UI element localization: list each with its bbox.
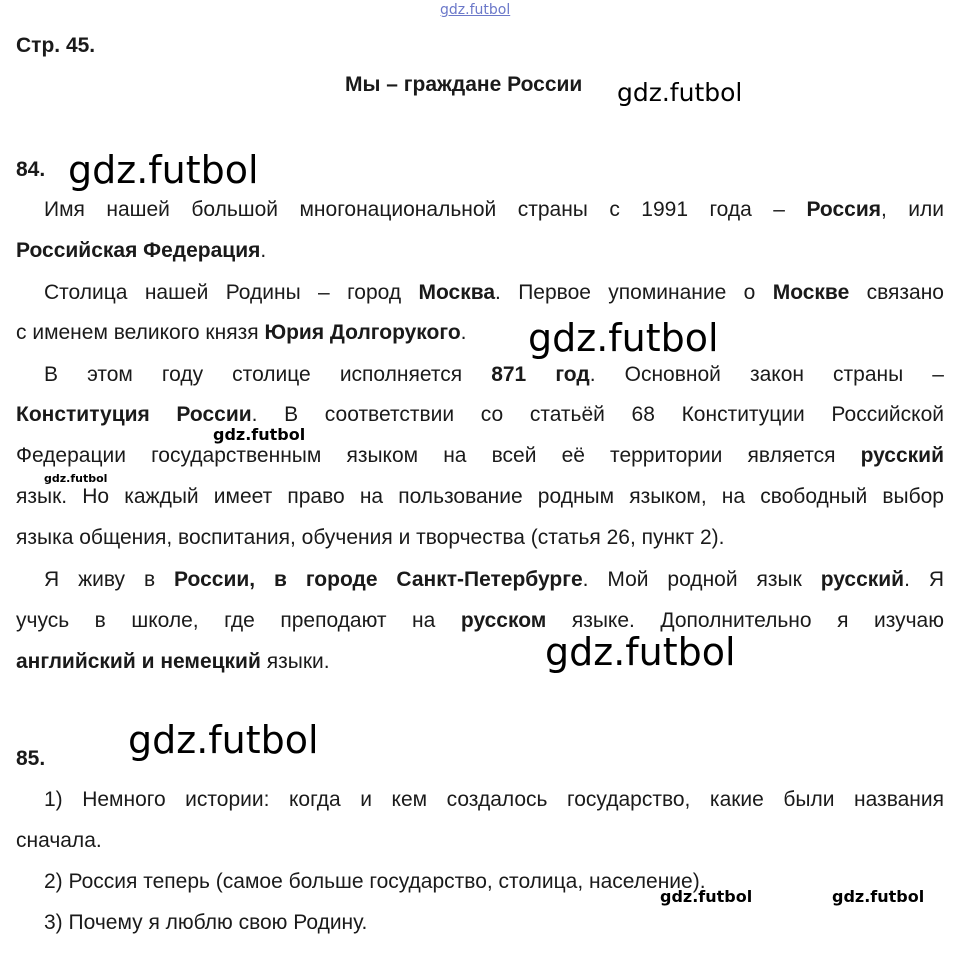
watermark-85: gdz.futbol [128, 718, 319, 762]
text-line: с именем великого князя Юрия Долгорукого. [16, 321, 467, 344]
task-number-85: 85. [16, 747, 46, 770]
watermark-bottom-1: gdz.futbol [660, 887, 753, 906]
text-line: языка общения, воспитания, обучения и творчества (статья 26, пункт 2). [16, 526, 725, 549]
text-line: Федерации государственным языком на всей её территории является русский [16, 444, 944, 467]
text-line: В этом году столице исполняется 871 год. Основной закон страны – [44, 363, 944, 386]
watermark-tiny: gdz.futbol [44, 472, 108, 485]
list-item: 2) Россия теперь (самое больше государство, столица, население). [44, 870, 706, 893]
text-line: английский и немецкий языки. [16, 650, 330, 673]
text-line: учусь в школе, где преподают на русском языке. Дополнительно я изучаю [16, 609, 944, 632]
watermark-small: gdz.futbol [213, 425, 306, 444]
watermark-bottom-2: gdz.futbol [832, 887, 925, 906]
text-line: Имя нашей большой многонациональной страны с 1991 года – Россия, или [44, 198, 945, 221]
watermark-mid: gdz.futbol [528, 316, 719, 360]
task-number-84: 84. [16, 158, 46, 181]
text-line: Я живу в России, в городе Санкт-Петербурге. Мой родной язык русский. Я [44, 568, 945, 591]
watermark-title: gdz.futbol [617, 78, 743, 107]
list-item: сначала. [16, 829, 102, 852]
page-title: Мы – граждане России [345, 73, 583, 96]
watermark-84: gdz.futbol [68, 148, 259, 192]
list-item: 1) Немного истории: когда и кем создалось государство, какие были названия [44, 788, 944, 811]
text-line: Российская Федерация. [16, 239, 267, 262]
page-label: Стр. 45. [16, 34, 96, 57]
watermark-top: gdz.futbol [440, 2, 511, 18]
text-line: Столица нашей Родины – город Москва. Первое упоминание о Москве связано [44, 281, 944, 304]
watermark-lower: gdz.futbol [545, 630, 736, 674]
text-line: язык. Но каждый имеет право на пользование родным языком, на свободный выбор [16, 485, 944, 508]
text-line: Конституция России. В соответствии со статьёй 68 Конституции Российской [16, 403, 944, 426]
list-item: 3) Почему я люблю свою Родину. [44, 911, 368, 934]
